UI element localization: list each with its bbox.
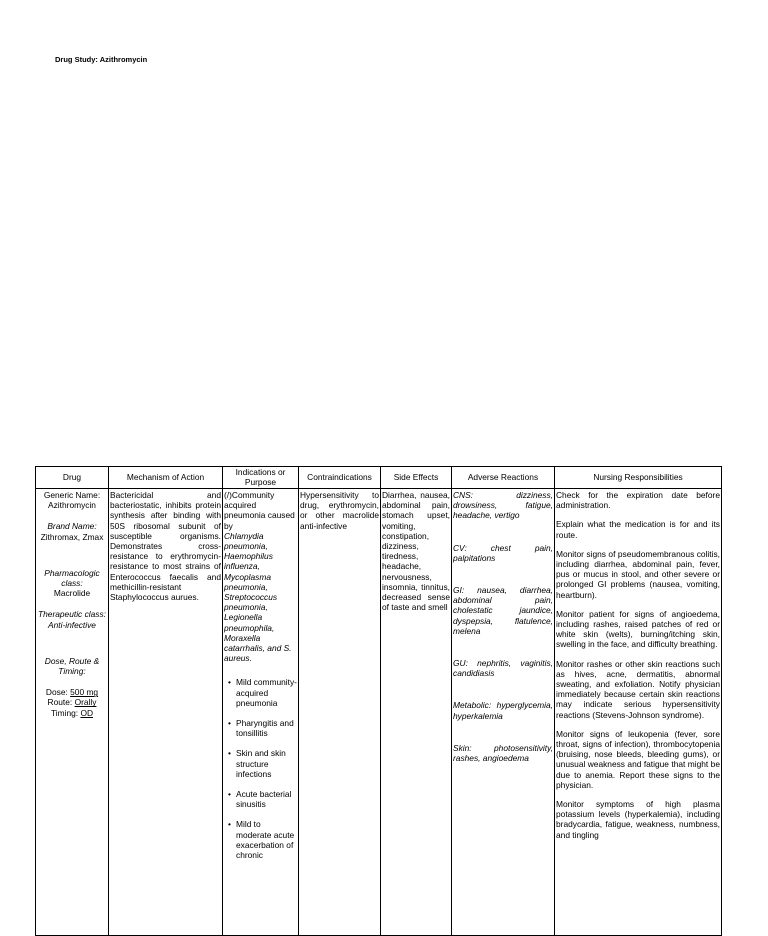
- list-item: • Mild community-acquired pneumonia: [228, 677, 297, 708]
- adverse-reactions-cell: [452, 489, 555, 936]
- nursing-item: Monitor symptoms of high plasma potassium levels (hyperkalemia), including bradycardia, fatigue, weakness, numbness, and tingling: [556, 799, 720, 840]
- header-mechanism: Mechanism of Action: [109, 467, 223, 489]
- adverse-reaction-item: CNS: dizziness, drowsiness, fatigue, headache, vertigo: [453, 490, 553, 521]
- drug-cell: [36, 489, 109, 936]
- header-side-effects: Side Effects: [381, 467, 452, 489]
- nursing-item: Monitor signs of pseudomembranous colitis, including diarrhea, abdominal pain, fever, pus or mucus in stool, and other severe or prolonged GI problems (nausea, vomiting, heartburn).: [556, 548, 720, 600]
- route-line: [37, 697, 107, 707]
- adverse-reaction-item: Metabolic: hyperglycemia, hyperkalemia: [453, 700, 553, 721]
- indications-list: [224, 677, 297, 860]
- list-item: • Skin and skin structure infections: [228, 748, 286, 779]
- list-item: • Pharyngitis and tonsillitis: [228, 718, 294, 739]
- timing-line: [37, 708, 107, 718]
- adverse-reaction-item: Skin: photosensitivity, rashes, angioedema: [453, 742, 553, 764]
- bullet-icon: •: [228, 748, 231, 759]
- pharmacologic-class-label: Pharmacologic class:: [44, 567, 100, 589]
- list-item: • Acute bacterial sinusitis: [228, 789, 292, 810]
- bullet-icon: •: [228, 819, 231, 830]
- nursing-item: Monitor signs of leukopenia (fever, sore throat, signs of infection), thrombocytopenia (bruising, nose bleeds, bleeding gums), or unusual weakness and fatigue that might be due to anemia. Report these signs to the physician.: [556, 728, 720, 790]
- header-drug: Drug: [36, 467, 109, 489]
- generic-name-label: Generic Name:: [43, 490, 101, 500]
- indications-intro: (/)Community acquired pneumonia caused by: [224, 490, 295, 531]
- nursing-cell: [555, 489, 722, 936]
- bullet-icon: •: [228, 677, 231, 688]
- drug-study-table: [35, 466, 722, 936]
- timing-value: OD: [80, 707, 94, 718]
- document-title: Drug Study: Azithromycin: [55, 55, 148, 64]
- route-key: Route:: [47, 697, 73, 708]
- dose-value: 500 mg: [70, 687, 99, 698]
- bullet-icon: •: [228, 789, 231, 800]
- dose-key: Dose:: [45, 687, 68, 698]
- header-indications: Indications or Purpose: [223, 467, 299, 489]
- route-value: Orally: [74, 697, 97, 708]
- bullet-icon: •: [228, 718, 231, 729]
- generic-name-value: Azithromycin: [48, 500, 96, 511]
- nursing-item: Check for the expiration date before administration.: [556, 490, 720, 511]
- adverse-reaction-item: CV: chest pain, palpitations: [453, 542, 553, 563]
- header-adverse-reactions: Adverse Reactions: [452, 467, 555, 489]
- list-item: • Mild to moderate acute exacerbation of chronic: [228, 819, 295, 861]
- table-row: [36, 489, 722, 936]
- nursing-item: Monitor patient for signs of angioedema, including rashes, raised patches of red or white skin (welts), burning/itching skin, swelling in the face, and difficulty breathing.: [556, 608, 720, 650]
- adverse-reaction-item: GI: nausea, diarrhea, abdominal pain, cholestatic jaundice, dyspepsia, flatulence, melena: [453, 585, 553, 636]
- therapeutic-class-label: Therapeutic class:: [38, 609, 106, 620]
- adverse-reaction-item: GU: nephritis, vaginitis, candidiasis: [453, 658, 553, 679]
- brand-name-label: Brand Name:: [47, 521, 97, 532]
- brand-name-value: Zithromax, Zmax: [40, 531, 104, 542]
- dose-line: [37, 687, 107, 697]
- nursing-item: Monitor rashes or other skin reactions such as hives, acne, dermatitis, abnormal sweating, and exfoliation. Notify physician immediately because certain skin reactions may indicate serious hypersensitivity reactions (Stevens-Johnson syndrome).: [556, 658, 720, 720]
- timing-key: Timing:: [50, 707, 79, 718]
- pharmacologic-class-value: Macrolide: [53, 588, 91, 599]
- contraindications-cell: Hypersensitivity to drug, erythromycin, or other macrolide anti-infective: [299, 489, 381, 936]
- header-contraindications: Contraindications: [299, 467, 381, 489]
- therapeutic-class-value: Anti-infective: [48, 619, 96, 630]
- mechanism-cell: Bactericidal and bacteriostatic, inhibits protein synthesis after binding with 50S ribosomal subunit of susceptible organisms. Demonstrates cross-resistance to erythromycin-resistance to most strains of Enterococcus faecalis and methicillin-resistant Staphylococcus aurues.: [109, 489, 223, 936]
- dose-route-timing-label: Dose, Route & Timing:: [44, 655, 100, 677]
- side-effects-cell: Diarrhea, nausea, abdominal pain, stomach upset, vomiting, constipation, dizziness, tiredness, headache, nervousness, insomnia, tinnitus, decreased sense of taste and smell: [381, 489, 452, 936]
- nursing-item: Explain what the medication is for and its route.: [556, 519, 720, 540]
- indications-cell: [223, 489, 299, 936]
- table-header-row: [36, 467, 722, 489]
- indications-organisms: Chlamydia pneumonia, Haemophilus influenza, Mycoplasma pneumonia, Streptococcus pneumonia, Legionella pneumophila, Moraxella catarrhalis, and S. aureus.: [224, 530, 292, 664]
- header-nursing: Nursing Responsibilities: [555, 467, 722, 489]
